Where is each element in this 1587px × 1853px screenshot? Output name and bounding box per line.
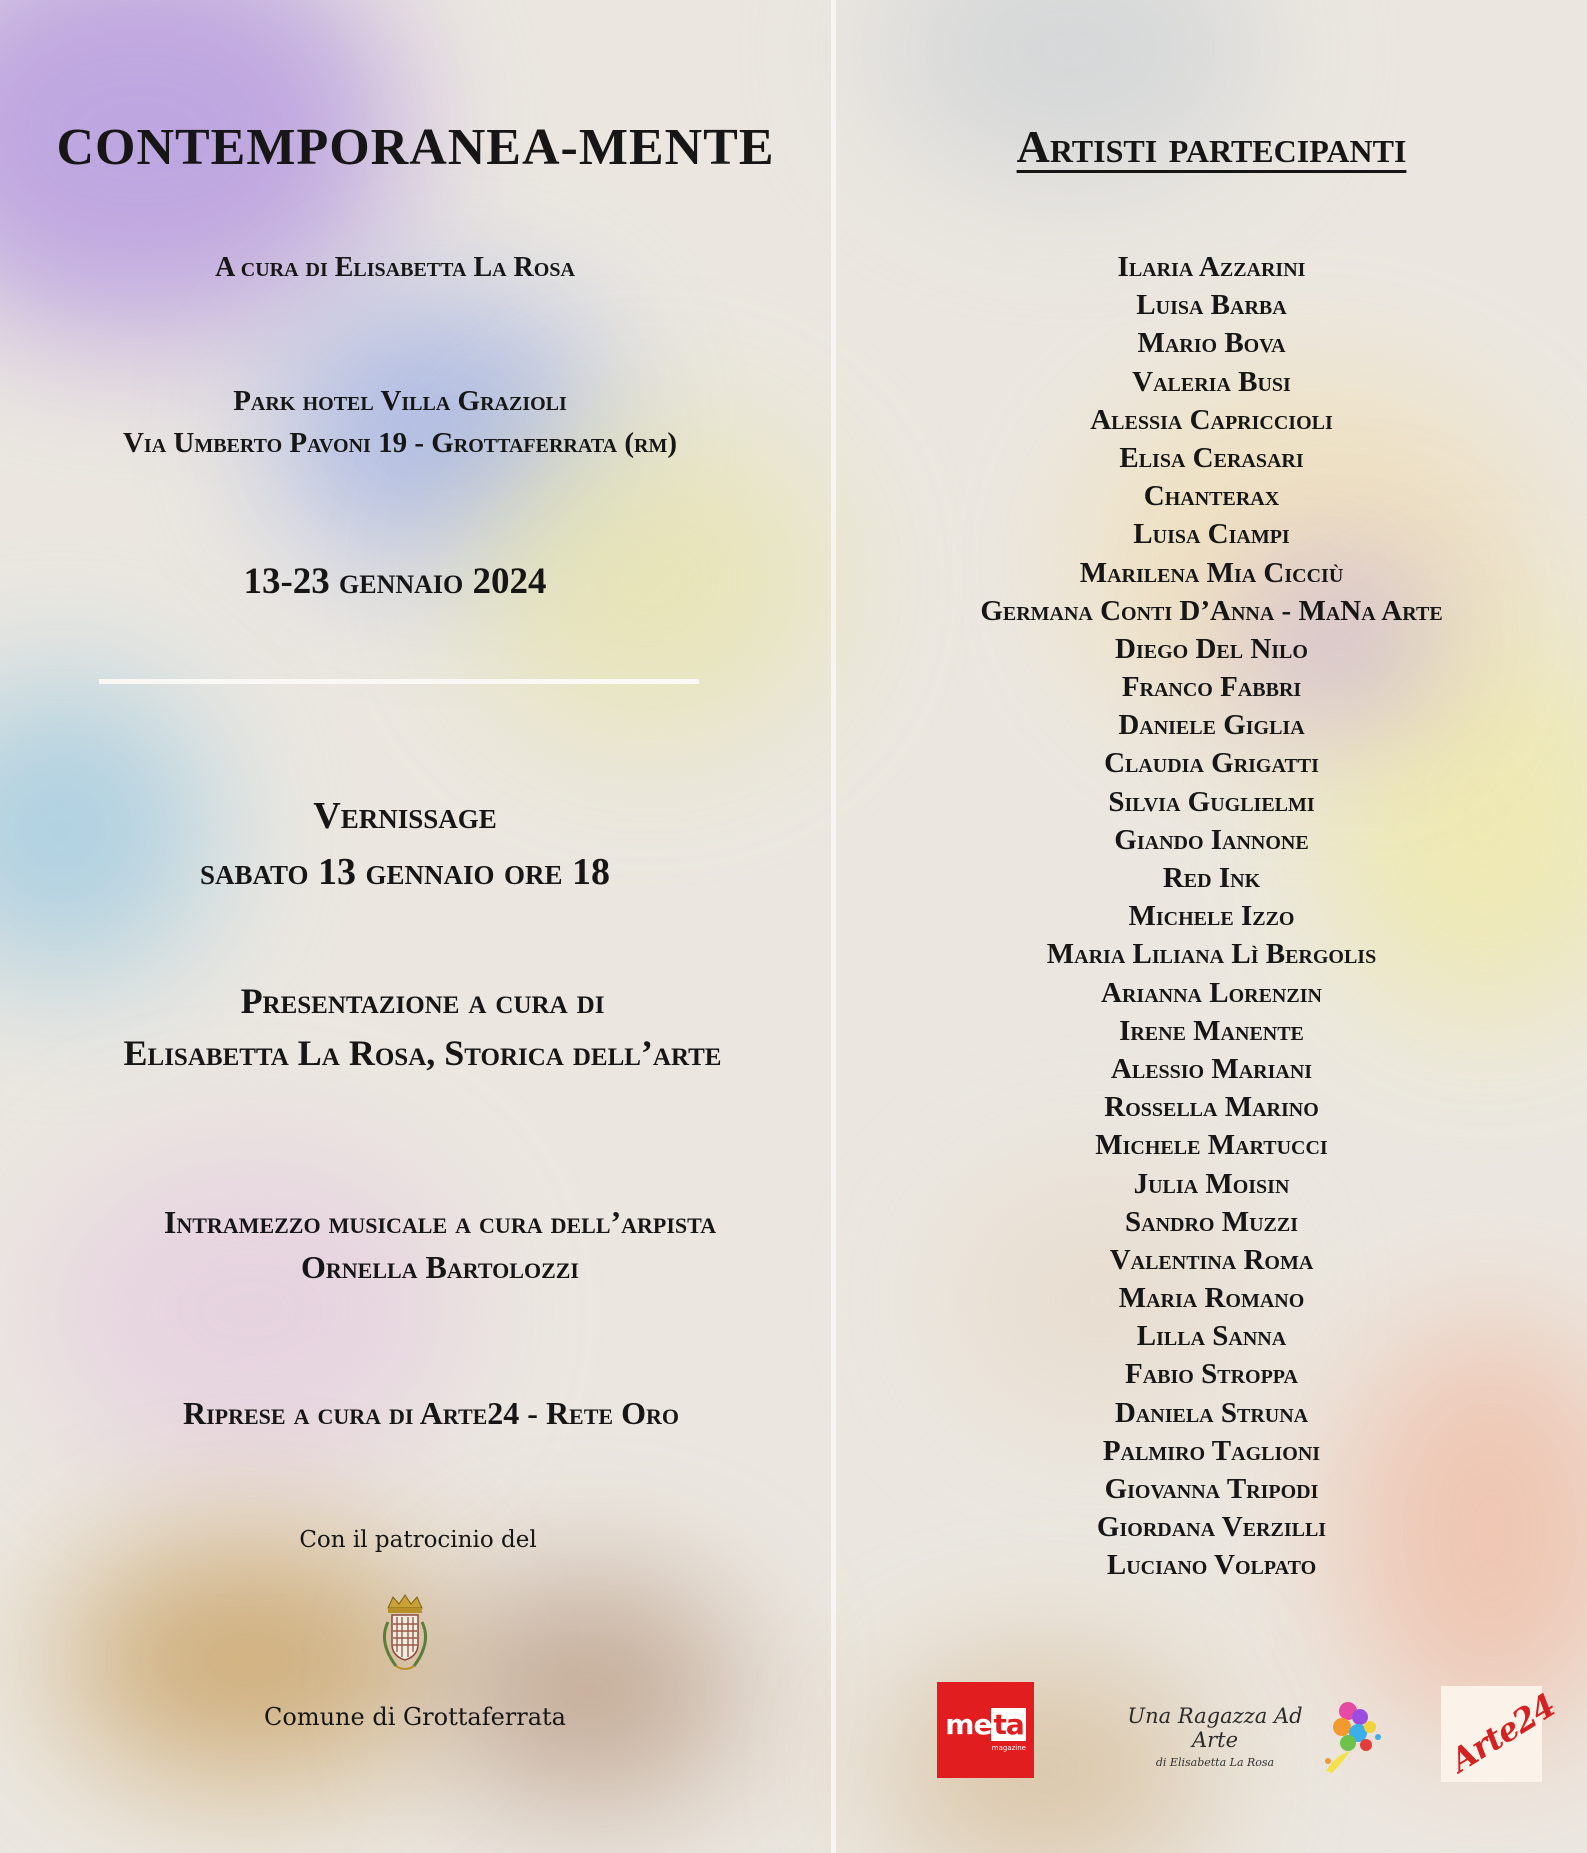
list-item: Franco Fabbri	[1121, 671, 1302, 704]
presentation-line-1: Presentazione a cura di	[240, 981, 605, 1021]
artists-panel	[836, 0, 1587, 1853]
vernissage-datetime: sabato 13 gennaio ore 18	[199, 851, 611, 893]
list-item: Irene Manente	[1119, 1014, 1304, 1047]
comune-name: Comune di Grottaferrata	[264, 1703, 566, 1731]
una-ragazza-ad-arte-logo	[1110, 1704, 1320, 1769]
curator-line: A cura di Elisabetta La Rosa	[215, 252, 575, 283]
venue-name: Park hotel Villa Grazioli	[233, 385, 567, 417]
list-item: Valeria Busi	[1132, 365, 1291, 398]
list-item: Diego Del Nilo	[1115, 632, 1308, 665]
list-item: Giordana Verzilli	[1096, 1511, 1327, 1544]
exhibition-dates: 13-23 gennaio 2024	[243, 561, 547, 602]
meta-logo-suffix: ta	[993, 1708, 1024, 1741]
filming-credit: Riprese a cura di Arte24 - Rete Oro	[183, 1395, 679, 1431]
list-item: Fabio Stroppa	[1125, 1358, 1298, 1391]
list-item: Luisa Barba	[1136, 289, 1287, 322]
grottaferrata-crest-icon	[374, 1594, 436, 1676]
list-item: Maria Romano	[1118, 1282, 1305, 1315]
list-item: Julia Moisin	[1133, 1167, 1290, 1200]
list-item: Palmiro Taglioni	[1102, 1434, 1321, 1467]
list-item: Giando Iannone	[1114, 823, 1309, 856]
list-item: Alessio Mariani	[1110, 1052, 1313, 1085]
patronage-line: Con il patrocinio del	[299, 1527, 537, 1553]
list-item: Alessia Capriccioli	[1090, 403, 1333, 436]
paint-splash-icon	[1318, 1697, 1390, 1777]
vernissage-label: Vernissage	[313, 795, 497, 837]
vernissage-block	[0, 788, 810, 900]
list-item: Sandro Muzzi	[1125, 1205, 1298, 1238]
meta-magazine-logo	[937, 1682, 1034, 1778]
venue-block	[0, 380, 800, 464]
presentation-line-2: Elisabetta La Rosa, Storica dell’arte	[123, 1033, 722, 1073]
presentation-block	[0, 975, 845, 1079]
artist-list	[836, 248, 1587, 1585]
ragazza-logo-title: Una Ragazza Ad Arte	[1127, 1704, 1303, 1752]
list-item: Ilaria Azzarini	[1117, 251, 1306, 283]
meta-logo-prefix: me	[945, 1708, 992, 1741]
list-item: Claudia Grigatti	[1104, 747, 1319, 780]
list-item: Marilena Mia Cicciù	[1079, 556, 1344, 589]
list-item: Rossella Marino	[1104, 1091, 1319, 1124]
arte24-logo-text: Arte24	[1443, 1686, 1562, 1780]
music-line-2: Ornella Bartolozzi	[300, 1249, 579, 1285]
ragazza-logo-subtitle: di Elisabetta La Rosa	[1155, 1756, 1275, 1769]
arte24-logo	[1441, 1686, 1562, 1782]
exhibition-title: CONTEMPORANEA-MENTE	[56, 119, 775, 176]
list-item: Germana Conti D’Anna - MaNa Arte	[980, 594, 1443, 627]
list-item: Chanterax	[1143, 480, 1280, 513]
list-item: Arianna Lorenzin	[1101, 976, 1322, 1009]
list-item: Maria Liliana Lì Bergolis	[1046, 938, 1377, 971]
list-item: Mario Bova	[1137, 327, 1286, 360]
list-item: Luciano Volpato	[1106, 1549, 1317, 1582]
list-item: Silvia Guglielmi	[1108, 785, 1315, 818]
horizontal-divider	[99, 679, 699, 684]
list-item: Daniele Giglia	[1118, 709, 1305, 742]
list-item: Daniela Struna	[1114, 1396, 1309, 1429]
list-item: Luisa Ciampi	[1133, 518, 1290, 551]
artists-heading: Artisti partecipanti	[1016, 121, 1407, 172]
music-block	[0, 1200, 880, 1290]
list-item: Red Ink	[1162, 862, 1261, 894]
music-line-1: Intramezzo musicale a cura dell’arpista	[163, 1204, 717, 1240]
list-item: Lilla Sanna	[1136, 1320, 1287, 1353]
list-item: Michele Martucci	[1095, 1129, 1328, 1162]
list-item: Michele Izzo	[1128, 900, 1295, 933]
list-item: Giovanna Tripodi	[1104, 1473, 1319, 1505]
venue-address: Via Umberto Pavoni 19 - Grottaferrata (rm)	[122, 427, 678, 459]
meta-logo-subtitle: magazine	[991, 1744, 1026, 1752]
list-item: Elisa Cerasari	[1119, 441, 1304, 474]
list-item: Valentina Roma	[1109, 1243, 1314, 1276]
